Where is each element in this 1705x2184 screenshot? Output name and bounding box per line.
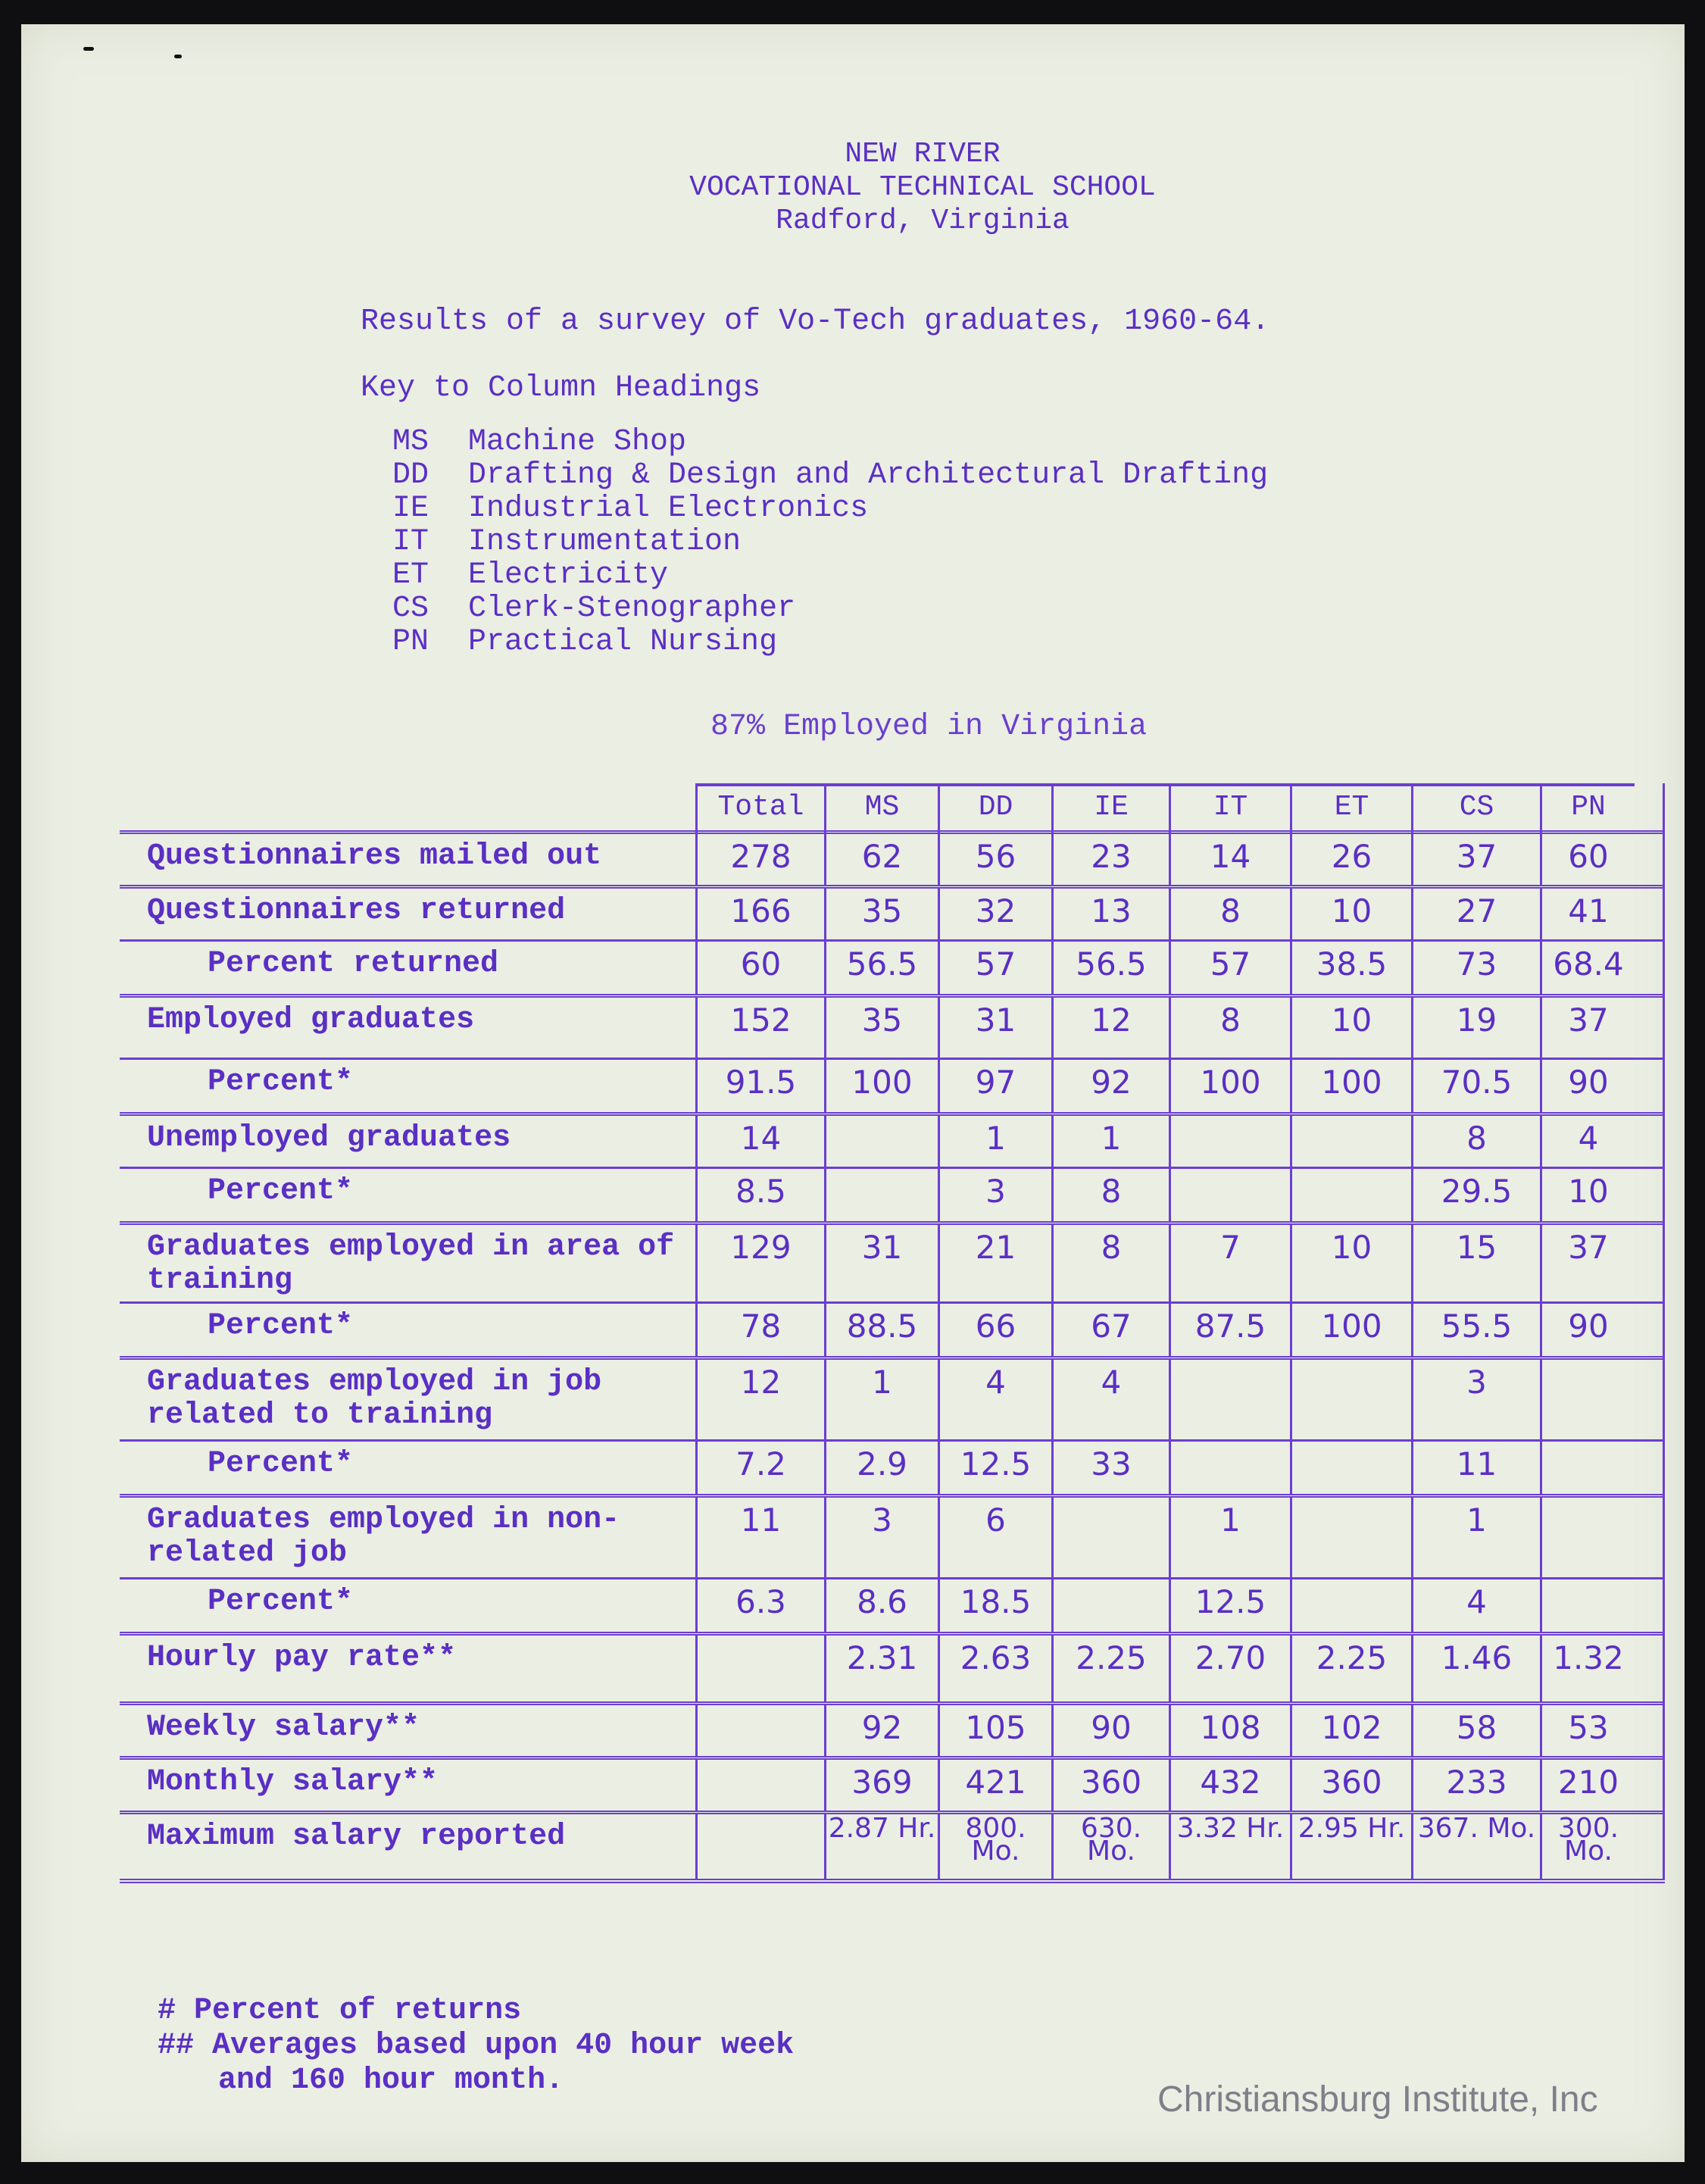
table-cell: 8 <box>1411 1116 1540 1167</box>
table-cell: 56.5 <box>1051 942 1169 994</box>
column-header: IT <box>1169 786 1290 833</box>
table-cell: 1 <box>824 1360 938 1439</box>
table-cell: 62 <box>824 834 938 885</box>
table-row <box>120 994 1665 1058</box>
table-cell: 12 <box>695 1360 824 1439</box>
row-label: Weekly salary** <box>147 1711 420 1745</box>
table-cell: 53 <box>1540 1705 1635 1756</box>
table-cell: 2.31 <box>824 1636 938 1701</box>
table-cell: 10 <box>1290 1225 1411 1301</box>
key-item <box>392 559 1268 592</box>
key-title: Key to Column Headings <box>361 371 761 405</box>
table-cell: 1 <box>1411 1498 1540 1577</box>
table-cell <box>1290 1169 1411 1221</box>
row-label: Questionnaires returned <box>147 894 566 928</box>
table-cell: 1 <box>938 1116 1051 1167</box>
table-cell: 56 <box>938 834 1051 885</box>
table-cell: 10 <box>1540 1169 1635 1221</box>
table-cell <box>1540 1498 1635 1577</box>
table-cell <box>695 1760 824 1811</box>
key-item <box>392 426 1268 459</box>
table-cell <box>695 1705 824 1756</box>
table-right-rule <box>1663 783 1665 1879</box>
row-label: Monthly salary** <box>147 1765 439 1799</box>
table-cell: 2.9 <box>824 1442 938 1494</box>
table-row <box>120 1301 1665 1356</box>
table-cell: 2.70 <box>1169 1636 1290 1701</box>
table-cell: 367. Mo. <box>1411 1814 1540 1879</box>
table-cell: 3 <box>938 1169 1051 1221</box>
table-cell: 152 <box>695 998 824 1058</box>
table-row <box>120 1756 1665 1811</box>
table-cell: 4 <box>1411 1579 1540 1632</box>
table-cell: 92 <box>824 1705 938 1756</box>
table-cell: 12.5 <box>938 1442 1051 1494</box>
key-code: ET <box>392 558 429 592</box>
table-cell <box>1290 1498 1411 1577</box>
table-cell: 630. Mo. <box>1051 1814 1169 1879</box>
row-label: Maximum salary reported <box>147 1820 566 1854</box>
table-cell: 233 <box>1411 1760 1540 1811</box>
table-row <box>120 1811 1665 1879</box>
table-cell: 421 <box>938 1760 1051 1811</box>
document-page <box>21 24 1685 2162</box>
table-cell: 2.95 Hr. <box>1290 1814 1411 1879</box>
table-cell: 432 <box>1169 1760 1290 1811</box>
table-cell: 7.2 <box>695 1442 824 1494</box>
table-cell <box>1290 1360 1411 1439</box>
table-row <box>120 1577 1665 1632</box>
table-cell: 58 <box>1411 1705 1540 1756</box>
table-cell: 8.5 <box>695 1169 824 1221</box>
table-cell: 15 <box>1411 1225 1540 1301</box>
table-cell <box>695 1814 824 1879</box>
table-row <box>120 1632 1665 1701</box>
table-cell: 97 <box>938 1060 1051 1112</box>
column-header: CS <box>1411 786 1540 833</box>
table-cell: 73 <box>1411 942 1540 994</box>
table-cell: 37 <box>1540 998 1635 1058</box>
header-line-3: Radford, Virginia <box>776 205 1070 237</box>
table-cell: 29.5 <box>1411 1169 1540 1221</box>
table-cell: 12 <box>1051 998 1169 1058</box>
table-header-row <box>695 783 1635 833</box>
table-cell: 2.63 <box>938 1636 1051 1701</box>
table-cell: 369 <box>824 1760 938 1811</box>
key-item <box>392 492 1268 526</box>
table-cell: 210 <box>1540 1760 1635 1811</box>
table-cell: 3 <box>824 1498 938 1577</box>
table-cell: 90 <box>1540 1060 1635 1112</box>
table-cell: 33 <box>1051 1442 1169 1494</box>
school-header <box>21 138 1705 238</box>
table-cell: 23 <box>1051 834 1169 885</box>
table-row <box>120 1439 1665 1494</box>
table-row <box>120 939 1665 994</box>
table-cell: 35 <box>824 889 938 939</box>
row-label: Percent* <box>208 1174 354 1208</box>
key-code: CS <box>392 592 429 626</box>
table-cell: 278 <box>695 834 824 885</box>
table-cell <box>1540 1442 1635 1494</box>
table-cell: 4 <box>1540 1116 1635 1167</box>
table-cell: 90 <box>1051 1705 1169 1756</box>
table-cell: 88.5 <box>824 1304 938 1356</box>
key-label: Industrial Electronics <box>468 492 869 526</box>
table-bottom-rule <box>120 1879 1665 1883</box>
table-cell <box>1169 1442 1290 1494</box>
key-code: IE <box>392 492 429 526</box>
row-label: Percent* <box>208 1585 354 1619</box>
table-cell: 10 <box>1290 998 1411 1058</box>
header-line-1: NEW RIVER <box>845 138 1001 170</box>
header-line-2: VOCATIONAL TECHNICAL SCHOOL <box>689 171 1156 204</box>
table-cell <box>1051 1498 1169 1577</box>
table-cell <box>1290 1579 1411 1632</box>
table-cell <box>824 1116 938 1167</box>
key-code: IT <box>392 525 429 559</box>
key-code: MS <box>392 425 429 459</box>
table-cell: 7 <box>1169 1225 1290 1301</box>
footnote-1: # Percent of returns <box>158 1994 522 2028</box>
row-label: Percent* <box>208 1309 354 1343</box>
table-cell: 14 <box>695 1116 824 1167</box>
table-cell: 8 <box>1169 889 1290 939</box>
key-list <box>392 426 1268 659</box>
table-cell: 67 <box>1051 1304 1169 1356</box>
footnote-2: ## Averages based upon 40 hour week <box>158 2029 795 2063</box>
table-cell: 166 <box>695 889 824 939</box>
table-cell: 360 <box>1051 1760 1169 1811</box>
table-cell: 102 <box>1290 1705 1411 1756</box>
watermark: Christiansburg Institute, Inc <box>1157 2079 1598 2120</box>
key-item <box>392 592 1268 626</box>
table-cell: 37 <box>1411 834 1540 885</box>
table-cell: 100 <box>824 1060 938 1112</box>
table-cell: 60 <box>695 942 824 994</box>
table-cell: 1 <box>1169 1498 1290 1577</box>
table-cell: 2.25 <box>1290 1636 1411 1701</box>
table-row <box>120 1167 1665 1221</box>
table-cell: 8.6 <box>824 1579 938 1632</box>
table-cell: 10 <box>1290 889 1411 939</box>
key-label: Practical Nursing <box>468 625 778 659</box>
table-cell: 27 <box>1411 889 1540 939</box>
footnote-2-continued: and 160 hour month. <box>218 2064 564 2098</box>
paper-speck <box>83 47 94 51</box>
table-cell <box>824 1169 938 1221</box>
table-cell: 1.46 <box>1411 1636 1540 1701</box>
row-label: Employed graduates <box>147 1003 475 1037</box>
row-label: Percent* <box>208 1065 354 1099</box>
table-row <box>120 1112 1665 1167</box>
table-cell: 31 <box>938 998 1051 1058</box>
column-header: DD <box>938 786 1051 833</box>
table-cell: 57 <box>1169 942 1290 994</box>
table-cell: 3.32 Hr. <box>1169 1814 1290 1879</box>
key-label: Machine Shop <box>468 425 687 459</box>
table-cell: 41 <box>1540 889 1635 939</box>
column-header: IE <box>1051 786 1169 833</box>
table-cell: 8 <box>1051 1225 1169 1301</box>
table-cell: 70.5 <box>1411 1060 1540 1112</box>
key-label: Clerk-Stenographer <box>468 592 796 626</box>
row-label: Hourly pay rate** <box>147 1641 457 1675</box>
table-cell: 100 <box>1290 1304 1411 1356</box>
table-cell: 14 <box>1169 834 1290 885</box>
table-cell: 32 <box>938 889 1051 939</box>
table-cell <box>1169 1169 1290 1221</box>
table-cell: 11 <box>695 1498 824 1577</box>
table-cell: 300. Mo. <box>1540 1814 1635 1879</box>
table-cell: 800. Mo. <box>938 1814 1051 1879</box>
table-cell: 13 <box>1051 889 1169 939</box>
table-cell: 2.87 Hr. <box>824 1814 938 1879</box>
table-cell <box>1290 1442 1411 1494</box>
table-cell: 6 <box>938 1498 1051 1577</box>
key-label: Instrumentation <box>468 525 742 559</box>
table-cell: 4 <box>938 1360 1051 1439</box>
table-cell <box>695 1636 824 1701</box>
table-cell <box>1290 1116 1411 1167</box>
table-cell: 68.4 <box>1540 942 1635 994</box>
table-cell: 92 <box>1051 1060 1169 1112</box>
table-cell: 360 <box>1290 1760 1411 1811</box>
key-code: DD <box>392 458 429 492</box>
table-cell: 2.25 <box>1051 1636 1169 1701</box>
row-label: Percent returned <box>208 947 499 981</box>
table-cell: 4 <box>1051 1360 1169 1439</box>
table-cell: 11 <box>1411 1442 1540 1494</box>
table-cell: 21 <box>938 1225 1051 1301</box>
key-item <box>392 626 1268 659</box>
table-row <box>120 1356 1665 1439</box>
table-cell: 31 <box>824 1225 938 1301</box>
table-cell: 78 <box>695 1304 824 1356</box>
table-row <box>120 885 1665 939</box>
table-row <box>120 1494 1665 1577</box>
column-header: PN <box>1540 786 1635 833</box>
table-cell: 1 <box>1051 1116 1169 1167</box>
table-row <box>120 1701 1665 1756</box>
key-item <box>392 526 1268 559</box>
table-cell: 6.3 <box>695 1579 824 1632</box>
table-cell: 38.5 <box>1290 942 1411 994</box>
column-header: MS <box>824 786 938 833</box>
row-label: Graduates employed in area of training <box>147 1230 675 1298</box>
table-cell <box>1169 1116 1290 1167</box>
table-cell: 100 <box>1169 1060 1290 1112</box>
table-cell: 57 <box>938 942 1051 994</box>
table-cell: 129 <box>695 1225 824 1301</box>
row-label: Questionnaires mailed out <box>147 839 602 873</box>
key-label: Drafting & Design and Architectural Drafting <box>468 458 1269 492</box>
table-row <box>120 1221 1665 1301</box>
table-cell: 66 <box>938 1304 1051 1356</box>
row-label: Graduates employed in non-related job <box>147 1503 620 1570</box>
key-code: PN <box>392 625 429 659</box>
table-cell: 100 <box>1290 1060 1411 1112</box>
row-label: Graduates employed in job related to training <box>147 1365 602 1433</box>
paper-speck <box>174 55 182 58</box>
table-cell: 8 <box>1051 1169 1169 1221</box>
table-cell <box>1540 1360 1635 1439</box>
table-cell: 87.5 <box>1169 1304 1290 1356</box>
key-label: Electricity <box>468 558 669 592</box>
table-cell: 90 <box>1540 1304 1635 1356</box>
table-cell: 12.5 <box>1169 1579 1290 1632</box>
footnotes <box>158 1994 794 2098</box>
table-cell: 35 <box>824 998 938 1058</box>
row-label: Percent* <box>208 1447 354 1481</box>
table-cell <box>1051 1579 1169 1632</box>
table-cell: 19 <box>1411 998 1540 1058</box>
table-cell <box>1540 1579 1635 1632</box>
table-row <box>120 1058 1665 1112</box>
table-cell: 108 <box>1169 1705 1290 1756</box>
table-cell: 56.5 <box>824 942 938 994</box>
table-cell: 8 <box>1169 998 1290 1058</box>
table-cell <box>1169 1360 1290 1439</box>
employed-note: 87% Employed in Virginia <box>710 710 1148 744</box>
table-cell: 60 <box>1540 834 1635 885</box>
table-cell: 18.5 <box>938 1579 1051 1632</box>
survey-title: Results of a survey of Vo-Tech graduates, 1960-64. <box>361 305 1270 339</box>
table-cell: 105 <box>938 1705 1051 1756</box>
table-cell: 91.5 <box>695 1060 824 1112</box>
table-cell: 1.32 <box>1540 1636 1635 1701</box>
table-cell: 55.5 <box>1411 1304 1540 1356</box>
column-header: Total <box>695 786 824 833</box>
table-cell: 3 <box>1411 1360 1540 1439</box>
table-cell: 37 <box>1540 1225 1635 1301</box>
column-header: ET <box>1290 786 1411 833</box>
row-label: Unemployed graduates <box>147 1121 511 1155</box>
table-cell: 26 <box>1290 834 1411 885</box>
table-row <box>120 830 1665 885</box>
key-item <box>392 459 1268 492</box>
